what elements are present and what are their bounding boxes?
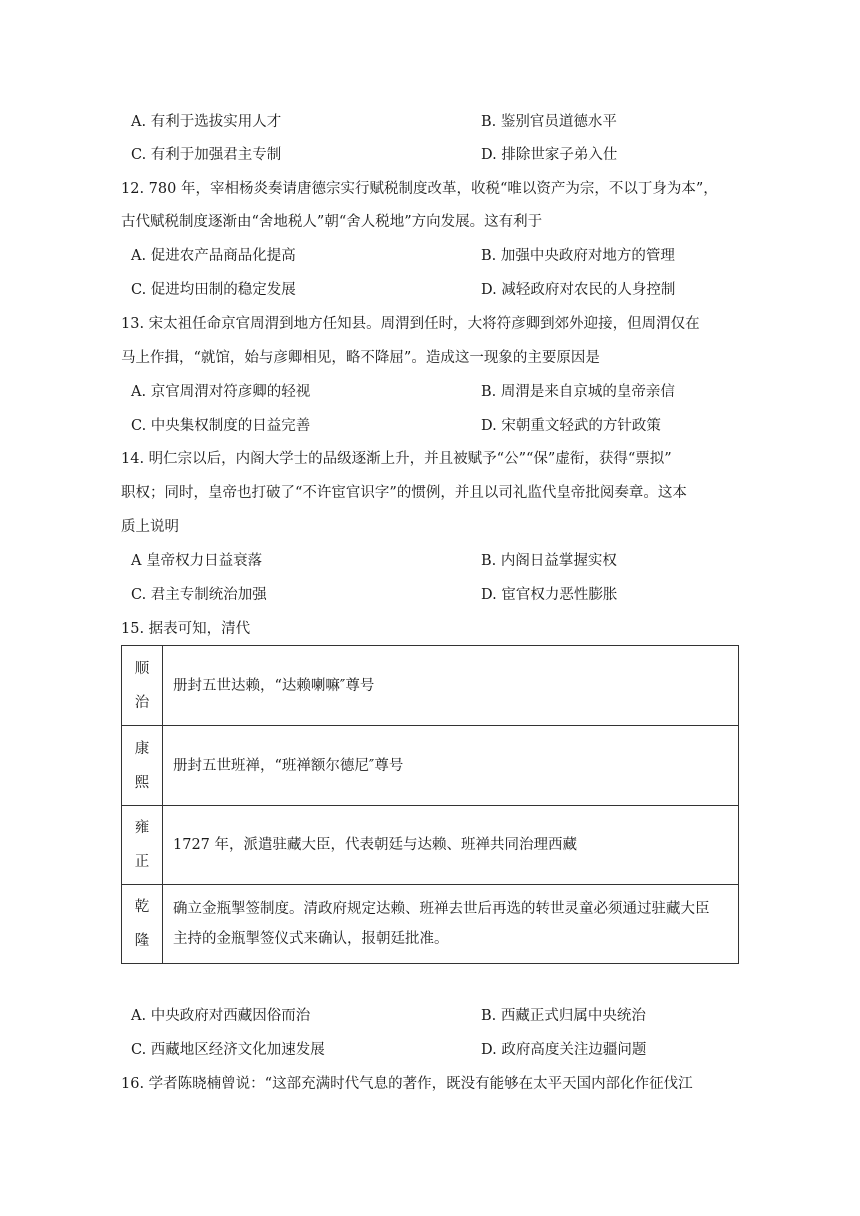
q15-option-a: A. 中央政府对西藏因俗而治: [131, 1008, 311, 1024]
reign-char-2: 正: [134, 854, 150, 870]
q12-options-row-2: [121, 280, 741, 300]
q11-option-c: C. 有利于加强君主专制: [131, 147, 282, 163]
q14-option-c: C. 君主专制统治加强: [131, 587, 267, 603]
q13-options-row-2: [121, 416, 741, 436]
reign-char-2: 隆: [134, 933, 150, 949]
reign-char-1: 康: [134, 740, 150, 757]
event-line-1: 册封五世达赖，“达赖喇嘛″尊号: [173, 677, 375, 694]
q15-options-row-1: [121, 1006, 741, 1026]
q12-option-a: A. 促进农产品商品化提高: [131, 248, 296, 264]
q15-options-row-2: [121, 1040, 741, 1060]
q13-option-c: C. 中央集权制度的日益完善: [131, 418, 311, 434]
q13-options-row-1: [121, 382, 741, 402]
q12-stem-line-1: 12. 780 年，宰相杨炎奏请唐德宗实行赋税制度改革，收税“唯以资产为宗，不以丁身为本”，: [121, 181, 718, 197]
table-event-cell: [163, 646, 739, 726]
table-event-cell: [163, 806, 739, 885]
q12-options-row-1: [121, 246, 741, 266]
table-row: [122, 885, 739, 964]
event-line-2: 主持的金瓶掣签仪式来确认，报朝廷批准。: [173, 931, 449, 947]
q13-stem-line-1: 13. 宋太祖任命京官周渭到地方任知县。周渭到任时，大将符彦卿到郊外迎接，但周渭仅在: [121, 316, 700, 332]
table-row: [122, 726, 739, 806]
q16-stem-line-1: 16. 学者陈晓楠曾说：“这部充满时代气息的著作，既没有能够在太平天国内部化作征伐江: [121, 1076, 693, 1092]
q13-stem-line-2: 马上作揖，“就馆，始与彦卿相见，略不降屈”。造成这一现象的主要原因是: [121, 350, 600, 366]
table-reign-cell: [122, 806, 163, 885]
q15-option-c: C. 西藏地区经济文化加速发展: [131, 1042, 325, 1058]
q12-option-c: C. 促进均田制的稳定发展: [131, 282, 296, 298]
q14-option-d: D. 宦官权力恶性膨胀: [481, 587, 618, 603]
q14-option-a: A 皇帝权力日益衰落: [131, 553, 263, 569]
q13-option-b: B. 周渭是来自京城的皇帝亲信: [481, 384, 675, 400]
table-reign-cell: [122, 646, 163, 726]
table-reign-cell: [122, 726, 163, 806]
reign-char-1: 雍: [134, 820, 150, 836]
q14-stem-line-1: 14. 明仁宗以后，内阁大学士的品级逐渐上升，并且被赋予“公”“保”虚衔，获得“票拟”: [121, 451, 672, 467]
q15-stem: 15. 据表可知，清代: [121, 621, 251, 637]
reign-char-1: 乾: [134, 899, 150, 915]
q15-option-b: B. 西藏正式归属中央统治: [481, 1008, 646, 1024]
table-row: [122, 806, 739, 885]
q15-option-d: D. 政府高度关注边疆问题: [481, 1042, 647, 1058]
q11-option-b: B. 鉴别官员道德水平: [481, 114, 617, 130]
q14-option-b: B. 内阁日益掌握实权: [481, 553, 617, 569]
event-line-1: 1727 年，派遣驻藏大臣，代表朝廷与达赖、班禅共同治理西藏: [173, 837, 578, 853]
qing-tibet-table: [121, 645, 739, 964]
q11-option-a: A. 有利于选拔实用人才: [131, 114, 282, 130]
table-event-cell: [163, 885, 739, 964]
table-row: [122, 646, 739, 726]
q11-options-row-2: [121, 145, 741, 165]
q14-options-row-2: [121, 585, 741, 605]
table-reign-cell: [122, 885, 163, 964]
q13-option-a: A. 京官周渭对符彦卿的轻视: [131, 384, 311, 400]
q14-options-row-1: [121, 551, 741, 571]
q13-option-d: D. 宋朝重文轻武的方针政策: [481, 418, 661, 434]
q12-stem-line-2: 古代赋税制度逐渐由“舍地税人”朝“舍人税地”方向发展。这有利于: [121, 214, 543, 230]
event-line-1: 册封五世班禅，“班禅额尔德尼″尊号: [173, 757, 404, 774]
q12-option-d: D. 减轻政府对农民的人身控制: [481, 282, 676, 298]
q14-stem-line-2: 职权；同时，皇帝也打破了“不许宦官识字”的惯例，并且以司礼监代皇帝批阅奏章。这本: [121, 485, 687, 501]
q11-options-row-1: [121, 112, 741, 132]
table-event-cell: [163, 726, 739, 806]
q12-option-b: B. 加强中央政府对地方的管理: [481, 248, 675, 264]
reign-char-1: 顺: [134, 660, 150, 677]
q14-stem-line-3: 质上说明: [121, 519, 179, 535]
reign-char-2: 治: [134, 694, 150, 711]
q11-option-d: D. 排除世家子弟入仕: [481, 147, 618, 163]
event-line-1: 确立金瓶掣签制度。清政府规定达赖、班禅去世后再选的转世灵童必须通过驻藏大臣: [173, 901, 710, 917]
reign-char-2: 熙: [134, 774, 150, 791]
